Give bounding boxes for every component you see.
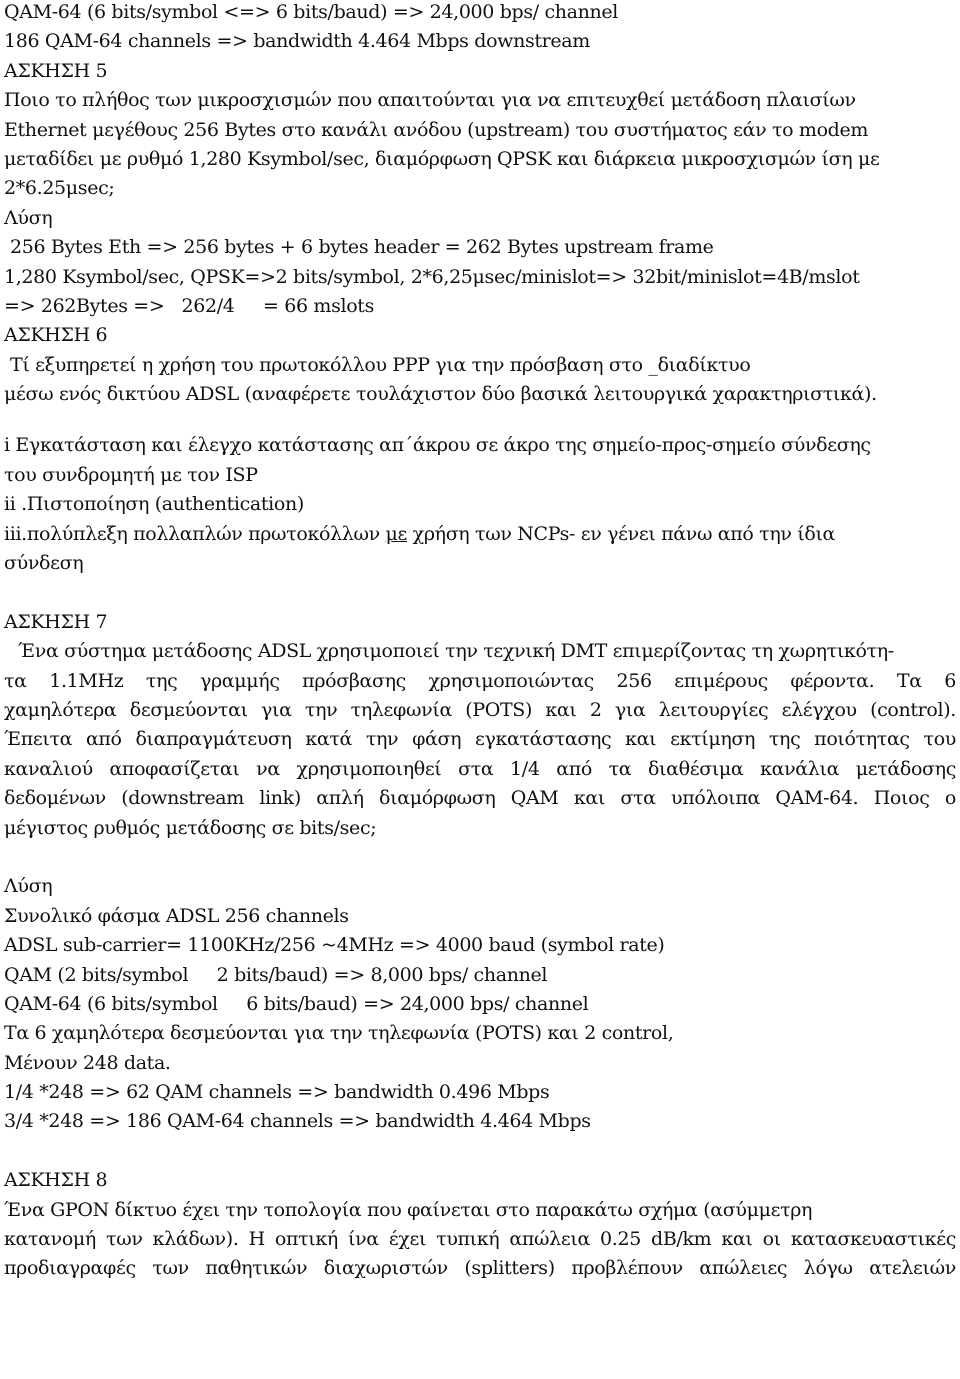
exercise-7-question-line-5: καναλιού αποφασίζεται να χρησιμοποιηθεί στα 1/4 από τα διαθέσιμα κανάλια μετάδοσης bbox=[4, 757, 956, 780]
exercise-5-question-line-4: 2*6.25μsec; bbox=[4, 177, 115, 200]
exercise-7-solution-line-6: Μένουν 248 data. bbox=[4, 1051, 171, 1074]
exercise-6-heading: ΑΣΚΗΣΗ 6 bbox=[4, 324, 108, 347]
answer-4-underlined-word: με bbox=[385, 522, 407, 545]
spacer bbox=[4, 1137, 956, 1166]
exercise-7-question-line-4: Έπειτα από διαπραγμάτευση κατά την φάση εγκατάστασης και εκτίμηση της ποιότητας του bbox=[4, 728, 956, 751]
exercise-5-solution-line-3: => 262Bytes => 262/4 = 66 mslots bbox=[4, 294, 374, 317]
exercise-5-question-line-2: Ethernet μεγέθους 256 Bytes στο κανάλι ανόδου (upstream) του συστήματος εάν το modem bbox=[4, 118, 869, 141]
exercise-6-answer-line-3: ii .Πιστοποίηση (authentication) bbox=[4, 493, 304, 516]
exercise-7-solution-line-3: QAM (2 bits/symbol 2 bits/baud) => 8,000 bps/ channel bbox=[4, 963, 548, 986]
exercise-7-solution-line-7: 1/4 *248 => 62 QAM channels => bandwidth 0.496 Mbps bbox=[4, 1081, 550, 1104]
exercise-7-solution-line-5: Τα 6 χαμηλότερα δεσμεύονται για την τηλεφωνία (POTS) και 2 control, bbox=[4, 1022, 674, 1045]
answer-4-prefix: iii.πολύπλεξη πολλαπλών πρωτοκόλλων bbox=[4, 522, 386, 545]
spacer bbox=[4, 578, 956, 607]
exercise-7-solution-label: Λύση bbox=[4, 875, 53, 898]
text-line-top-1: QAM-64 (6 bits/symbol <=> 6 bits/baud) => 24,000 bps/ channel bbox=[4, 1, 619, 23]
exercise-7-solution-line-2: ADSL sub-carrier= 1100KHz/256 ~4MHz => 4000 baud (symbol rate) bbox=[4, 934, 665, 957]
exercise-7-question-line-3: χαμηλότερα δεσμεύονται για την τηλεφωνία (POTS) και 2 για λειτουργίες ελέγχου (control). bbox=[4, 698, 956, 721]
exercise-5-question-line-3: μεταδίδει με ρυθμό 1,280 Ksymbol/sec, διαμόρφωση QPSK και διάρκεια μικροσχισμών ίση με bbox=[4, 147, 880, 170]
exercise-8-question-line-3: προδιαγραφές των παθητικών διαχωριστών (splitters) προβλέπουν απώλειες λόγω ατελειών bbox=[4, 1257, 956, 1280]
exercise-6-answer-line-4 bbox=[4, 520, 956, 549]
exercise-8-question-line-1: Ένα GPON δίκτυο έχει την τοπολογία που φαίνεται στο παρακάτω σχήμα (ασύμμετρη bbox=[4, 1198, 813, 1221]
spacer bbox=[4, 409, 956, 431]
exercise-7-heading: ΑΣΚΗΣΗ 7 bbox=[4, 610, 108, 633]
exercise-8-heading: ΑΣΚΗΣΗ 8 bbox=[4, 1169, 108, 1192]
exercise-5-solution-label: Λύση bbox=[4, 206, 53, 229]
spacer bbox=[4, 843, 956, 872]
exercise-6-answer-line-1: i Εγκατάσταση και έλεγχο κατάστασης απ΄άκρου σε άκρο της σημείο-προς-σημείο σύνδεσης bbox=[4, 434, 871, 457]
exercise-5-question-line-1: Ποιο το πλήθος των μικροσχισμών που απαιτούνται για να επιτευχθεί μετάδοση πλαισίων bbox=[4, 89, 856, 112]
exercise-5-solution-line-1: 256 Bytes Eth => 256 bytes + 6 bytes header = 262 Bytes upstream frame bbox=[10, 236, 714, 259]
exercise-7-solution-line-1: Συνολικό φάσμα ADSL 256 channels bbox=[4, 904, 349, 927]
exercise-7-question-line-6: δεδομένων (downstream link) απλή διαμόρφωση QAM και στα υπόλοιπα QAM-64. Ποιος ο bbox=[4, 787, 956, 810]
document-page bbox=[4, 0, 956, 1284]
text-line-top-2: 186 QAM-64 channels => bandwidth 4.464 Mbps downstream bbox=[4, 30, 590, 53]
answer-4-suffix: χρήση των NCPs- εν γένει πάνω από την ίδια bbox=[406, 522, 836, 545]
exercise-6-answer-line-5: σύνδεση bbox=[4, 552, 84, 575]
exercise-7-question-line-2: τα 1.1MHz της γραμμής πρόσβασης χρησιμοποιώντας 256 επιμέρους φέροντα. Τα 6 bbox=[4, 669, 956, 692]
exercise-5-solution-line-2: 1,280 Ksymbol/sec, QPSK=>2 bits/symbol, 2*6,25μsec/minislot=> 32bit/minislot=4B/mslot bbox=[4, 265, 860, 288]
exercise-6-question-line-2: μέσω ενός δικτύου ADSL (αναφέρετε τουλάχιστον δύο βασικά λειτουργικά χαρακτηριστικά). bbox=[4, 383, 877, 406]
exercise-7-question-line-7: μέγιστος ρυθμός μετάδοσης σε bits/sec; bbox=[4, 816, 377, 839]
exercise-7-solution-line-4: QAM-64 (6 bits/symbol 6 bits/baud) => 24,000 bps/ channel bbox=[4, 992, 589, 1015]
exercise-8-question-line-2: κατανομή των κλάδων). Η οπτική ίνα έχει τυπική απώλεια 0.25 dB/km και οι κατασκευαστικές bbox=[4, 1228, 956, 1251]
exercise-5-heading: ΑΣΚΗΣΗ 5 bbox=[4, 59, 108, 82]
exercise-6-question-line-1: Τί εξυπηρετεί η χρήση του πρωτοκόλλου PPP για την πρόσβαση στο _διαδίκτυο bbox=[10, 353, 751, 376]
exercise-7-solution-line-8: 3/4 *248 => 186 QAM-64 channels => bandwidth 4.464 Mbps bbox=[4, 1110, 591, 1133]
exercise-6-answer-line-2: του συνδρομητή με τον ISP bbox=[4, 463, 258, 486]
exercise-7-question-line-1: Ένα σύστημα μετάδοσης ADSL χρησιμοποιεί την τεχνική DMT επιμερίζοντας τη χωρητικότη- bbox=[18, 640, 894, 663]
